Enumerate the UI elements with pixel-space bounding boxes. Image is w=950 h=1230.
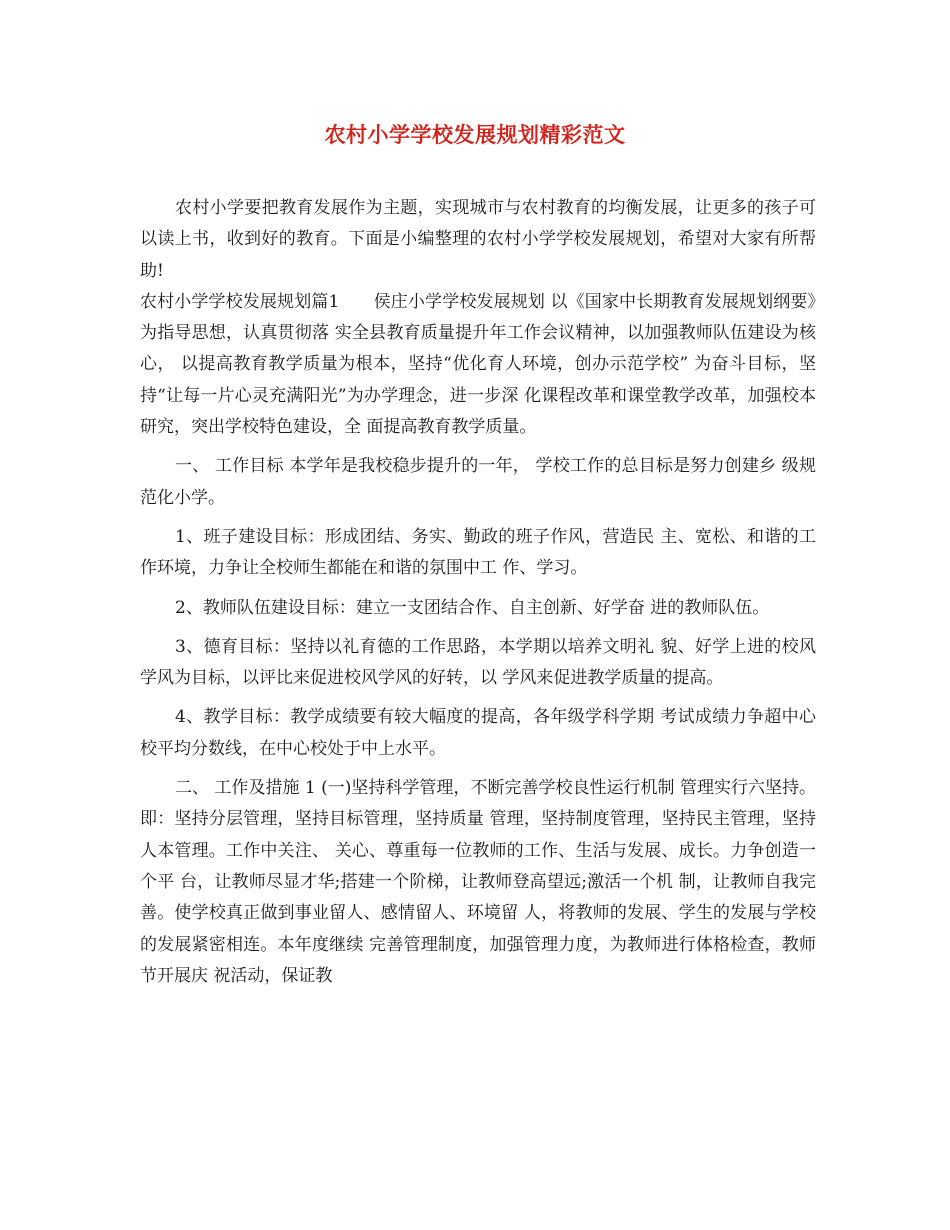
- document-title: 农村小学学校发展规划精彩范文: [324, 122, 626, 147]
- moral-goal-paragraph: 3、德育目标：坚持以礼育德的工作思路，本学期以培养文明礼 貌、好学上进的校风学风为目标，以评比来促进校风学风的好转，以 学风来促进教学质量的提高。: [140, 636, 816, 689]
- goals-paragraph: 一、 工作目标 本学年是我校稳步提升的一年， 学校工作的总目标是努力创建乡 级规范化小学。: [140, 456, 816, 508]
- teaching-goal-paragraph: 4、教学目标：教学成绩要有较大幅度的提高，各年级学科学期 考试成绩力争超中心校平均分数线，在中心校处于中上水平。: [140, 707, 816, 759]
- leadership-goal-paragraph: 1、班子建设目标：形成团结、务实、勤政的班子作风，营造民 主、宽松、和谐的工作环境，力争让全校师生都能在和谐的氛围中工 作、学习。: [140, 526, 816, 579]
- document-body: [140, 193, 816, 992]
- intro-paragraph: 农村小学要把教育发展作为主题，实现城市与农村教育的均衡发展，让更多的孩子可以读上书，收到好的教育。下面是小编整理的农村小学学校发展规划，希望对大家有所帮助!: [140, 198, 816, 281]
- section-heading-paragraph: 农村小学学校发展规划篇1 侯庄小学学校发展规划 以《国家中长期教育发展规划纲要》为指导思想，认真贯彻落 实全县教育质量提升年工作会议精神，以加强教师队伍建设为核心， 以提高教育教学质量为根本，坚持“优化育人环境，创办示范学校” 为奋斗目标，坚持“让每一片心灵充满阳光”为办学理念，进一步深 化课程改革和课堂教学改革，加强校本研究，突出学校特色建设，全 面提高教育教学质量。: [140, 291, 816, 438]
- teacher-goal-paragraph: 2、教师队伍建设目标：建立一支团结合作、自主创新、好学奋 进的教师队伍。: [175, 597, 770, 618]
- measures-paragraph: 二、 工作及措施 1 (一)坚持科学管理，不断完善学校良性运行机制 管理实行六坚持。即：坚持分层管理，坚持目标管理，坚持质量 管理，坚持制度管理，坚持民主管理，坚持人本管理。工作中关注、 关心、尊重每一位教师的工作、生活与发展、成长。力争创造一个平 台，让教师尽显才华;搭建一个阶梯，让教师登高望远;激活一个机 制，让教师自我完善。使学校真正做到事业留人、感情留人、环境留 人，将教师的发展、学生的发展与学校的发展紧密相连。本年度继续 完善管理制度，加强管理力度，为教师进行体格检查，教师节开展庆 祝活动，保证教: [140, 778, 816, 986]
